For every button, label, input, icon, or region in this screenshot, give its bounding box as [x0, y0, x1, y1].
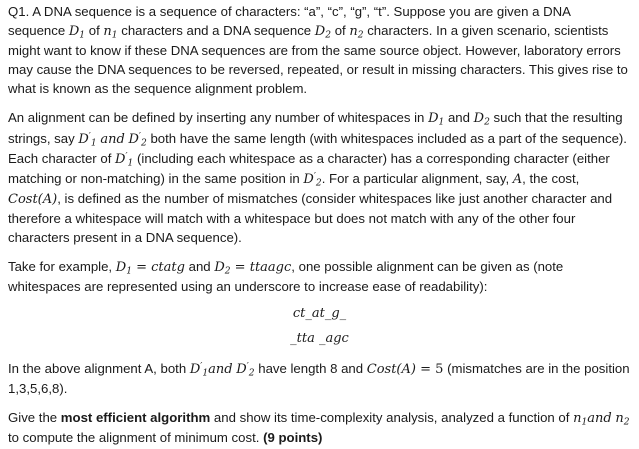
paragraph-example-result: In the above alignment A, both $D'_1and$ $D'_2$ have length 8 and Cost(A) = 5 (mismatches are in the position 1,3,5,6,8). [8, 360, 630, 396]
example-d2-value: ttaagc [249, 260, 292, 276]
symbol-d1-prime: $D'_1$ [115, 151, 134, 168]
paragraph-task: Give the most efficient algorithm and show its time-complexity analysis, analyzed a function of $n_1and$ $n_2$ to compute the alignment of minimum cost. (9 points) [8, 409, 630, 445]
alignment-line-1: ct_at_g_ [292, 306, 347, 322]
symbol-n1: $n_1$ [573, 410, 588, 427]
symbol-d1-prime: $D'_1$ [189, 361, 209, 378]
symbol-d2: $D_2$ [314, 24, 332, 41]
symbol-d1: $D_1$ [428, 111, 445, 128]
paragraph-alignment-definition: An alignment can be defined by inserting any number of whitespaces in $D_1$ and $D_2$ such that the resulting strings, say $D'_1$ and $D'_2$ both have the same length (with whitespaces included as a part of the sequence). Each character of $D'_1$ (including each whitespace as a character) has a corresponding character (either matching or non-matching) in the same position in $D'_2$. For a particular alignment, say, A, the cost, Cost(A), is defined as the number of mismatches (consider whitespaces like just another character and therefore a whitespace will match with a whitespace but does not match with any of the other four characters present in a DNA sequence). [8, 110, 627, 246]
paragraph-example: Take for example, $D_1$ = ctatg and $D_2$ = ttaagc, one possible alignment can be given as (note whitespaces are represented using an underscore to increase ease of readability): [8, 259, 564, 295]
alignment-line-2: _tta _agc [290, 331, 349, 347]
symbol-n2: $n_2$ [615, 410, 630, 427]
symbol-d1: $D_1$ [68, 24, 86, 41]
symbol-a: A [512, 171, 523, 187]
example-d1: $D_1$ [115, 260, 132, 277]
example-d2: $D_2$ [214, 260, 231, 277]
symbol-n2: $n_2$ [349, 24, 364, 41]
paragraph-intro: Q1. A DNA sequence is a sequence of characters: “a”, “c”, “g”, “t”. Suppose you are given a DNA sequence $D_1$ of $n_1$ characters and a DNA sequence $D_2$ of $n_2$ characters. In a given scenario, scientists might want to know if these DNA sequences are from the same source object. However, laboratory errors may cause the DNA sequences to be reversed, repeated, or result in missing characters. This gives rise to what is known as the sequence alignment problem. [8, 4, 628, 97]
emphasis-most-efficient: most efficient algorithm [60, 409, 211, 425]
symbol-d1-prime: $D'_1$ [78, 131, 97, 148]
symbol-d2: $D_2$ [473, 111, 490, 128]
points-label: (9 points) [263, 429, 323, 445]
symbol-d2-prime: $D'_2$ [236, 361, 255, 378]
symbol-cost-a: Cost(A) [8, 191, 58, 207]
question-label: Q1. [8, 4, 30, 19]
example-d1-value: ctatg [151, 260, 185, 276]
symbol-d2-prime: $D'_2$ [128, 131, 147, 148]
symbol-cost-a: Cost(A) [366, 361, 416, 377]
symbol-n1: $n_1$ [103, 24, 118, 41]
symbol-d2-prime: $D'_2$ [303, 171, 322, 189]
